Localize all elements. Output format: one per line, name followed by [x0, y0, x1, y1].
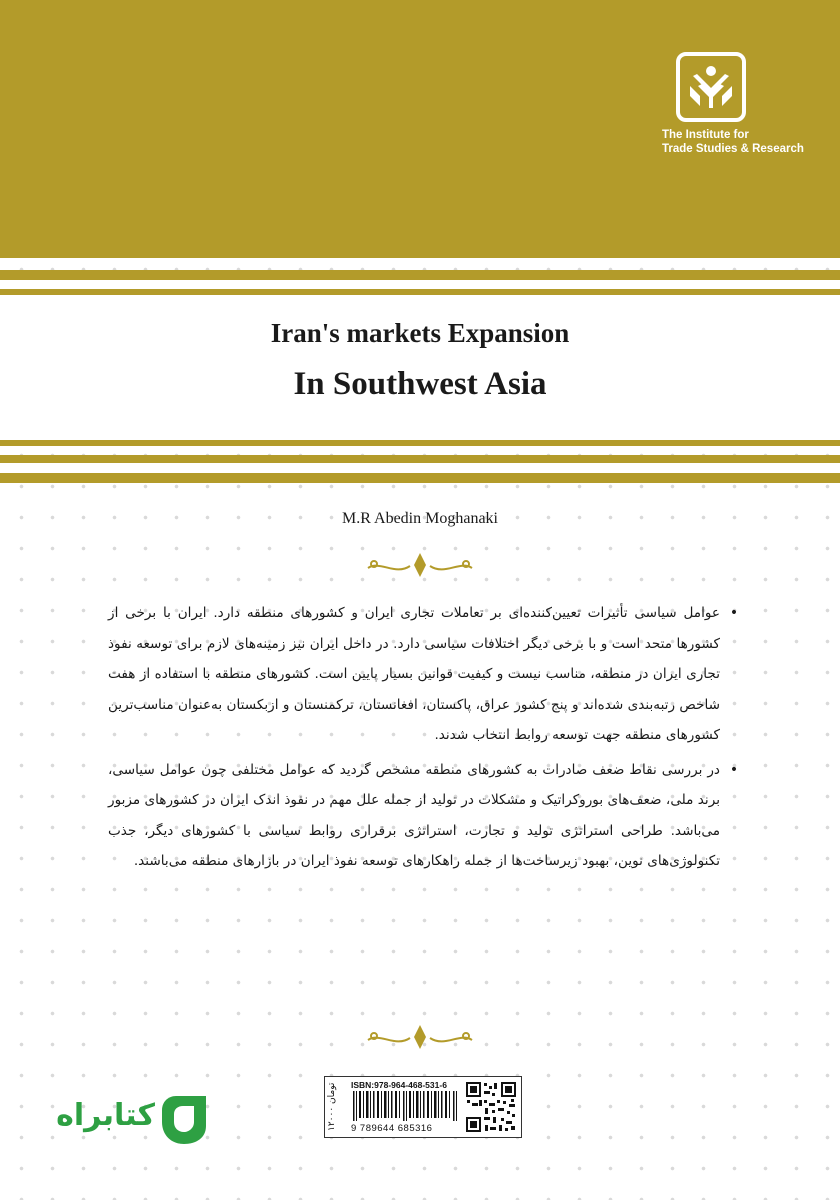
ornament-divider-icon	[360, 1022, 480, 1052]
summary-paragraph	[108, 755, 740, 877]
gold-stripe	[0, 440, 840, 446]
barcode-number: 9 789644 685316	[351, 1123, 433, 1134]
ornament-divider-icon	[360, 550, 480, 580]
isbn-label: ISBN:978-964-468-531-6	[351, 1080, 447, 1090]
ketabrah-logo-text: کتابراه	[56, 1098, 155, 1133]
publisher-name	[662, 128, 802, 156]
gold-stripe	[0, 473, 840, 483]
author-name: M.R Abedin Moghanaki	[342, 510, 498, 527]
qr-code-icon	[465, 1081, 517, 1133]
summary-paragraph-text: در بررسی نقاط ضعف صادرات به کشورهای منطقه مشخص گردید که عوامل مختلفی چون عوامل سیاسی، برند ملی، ضعف‌های بوروکراتیک و مشکلات در تولید از جمله علل مهم در نفوذ اندک ایران در کشورهای مزبور می‌باشد. طراحی استراتژی تولید و تجارت، استراتژی برقراری روابط سیاسی با کشورهای دیگر، جذب تکنولوژی‌های نوین، بهبود زیرساخت‌ها از جمله راهکارهای توسعه نفوذ ایران در بازارهای منطقه می‌باشند.	[108, 761, 720, 869]
barcode-icon	[351, 1091, 459, 1121]
publisher-name-line1: The Institute for	[662, 129, 749, 141]
summary-text	[108, 598, 740, 881]
ketabrah-logo-icon	[156, 1092, 212, 1148]
book-title-line1: Iran's markets Expansion	[270, 318, 570, 348]
summary-paragraph	[108, 598, 740, 751]
summary-paragraph-text: عوامل سیاسی تأثیرات تعیین‌کننده‌ای بر تعاملات تجاری ایران و کشورهای منطقه دارد. ایران با برخی از کشورها متحد است و با برخی دیگر اختلافات سیاسی دارد. در داخل ایران نیز زمینه‌های لازم برای توسعه نفوذ تجاری ایران در منطقه، مناسب نیست و کیفیت قوانین بسیار پایین است. کشورهای منطقه با استفاده از هفت شاخص رتبه‌بندی شده‌اند و پنج کشور عراق، پاکستان، افغانستان، ترکمنستان و ازبکستان به‌عنوان مناسب‌ترین کشورهای منطقه جهت توسعه روابط انتخاب شدند.	[108, 605, 720, 743]
bullet-icon: •	[729, 761, 739, 778]
gold-stripe	[0, 270, 840, 280]
publisher-name-line2: Trade Studies & Research	[662, 143, 804, 155]
bullet-icon: •	[729, 605, 739, 621]
price-label: ۱۲۰۰۰ تومان	[327, 1082, 337, 1132]
book-title-line2: In Southwest Asia	[293, 366, 547, 402]
gold-stripe	[0, 289, 840, 295]
gold-stripe	[0, 455, 840, 463]
publisher-logo-icon	[676, 52, 746, 122]
barcode-panel	[324, 1076, 522, 1138]
